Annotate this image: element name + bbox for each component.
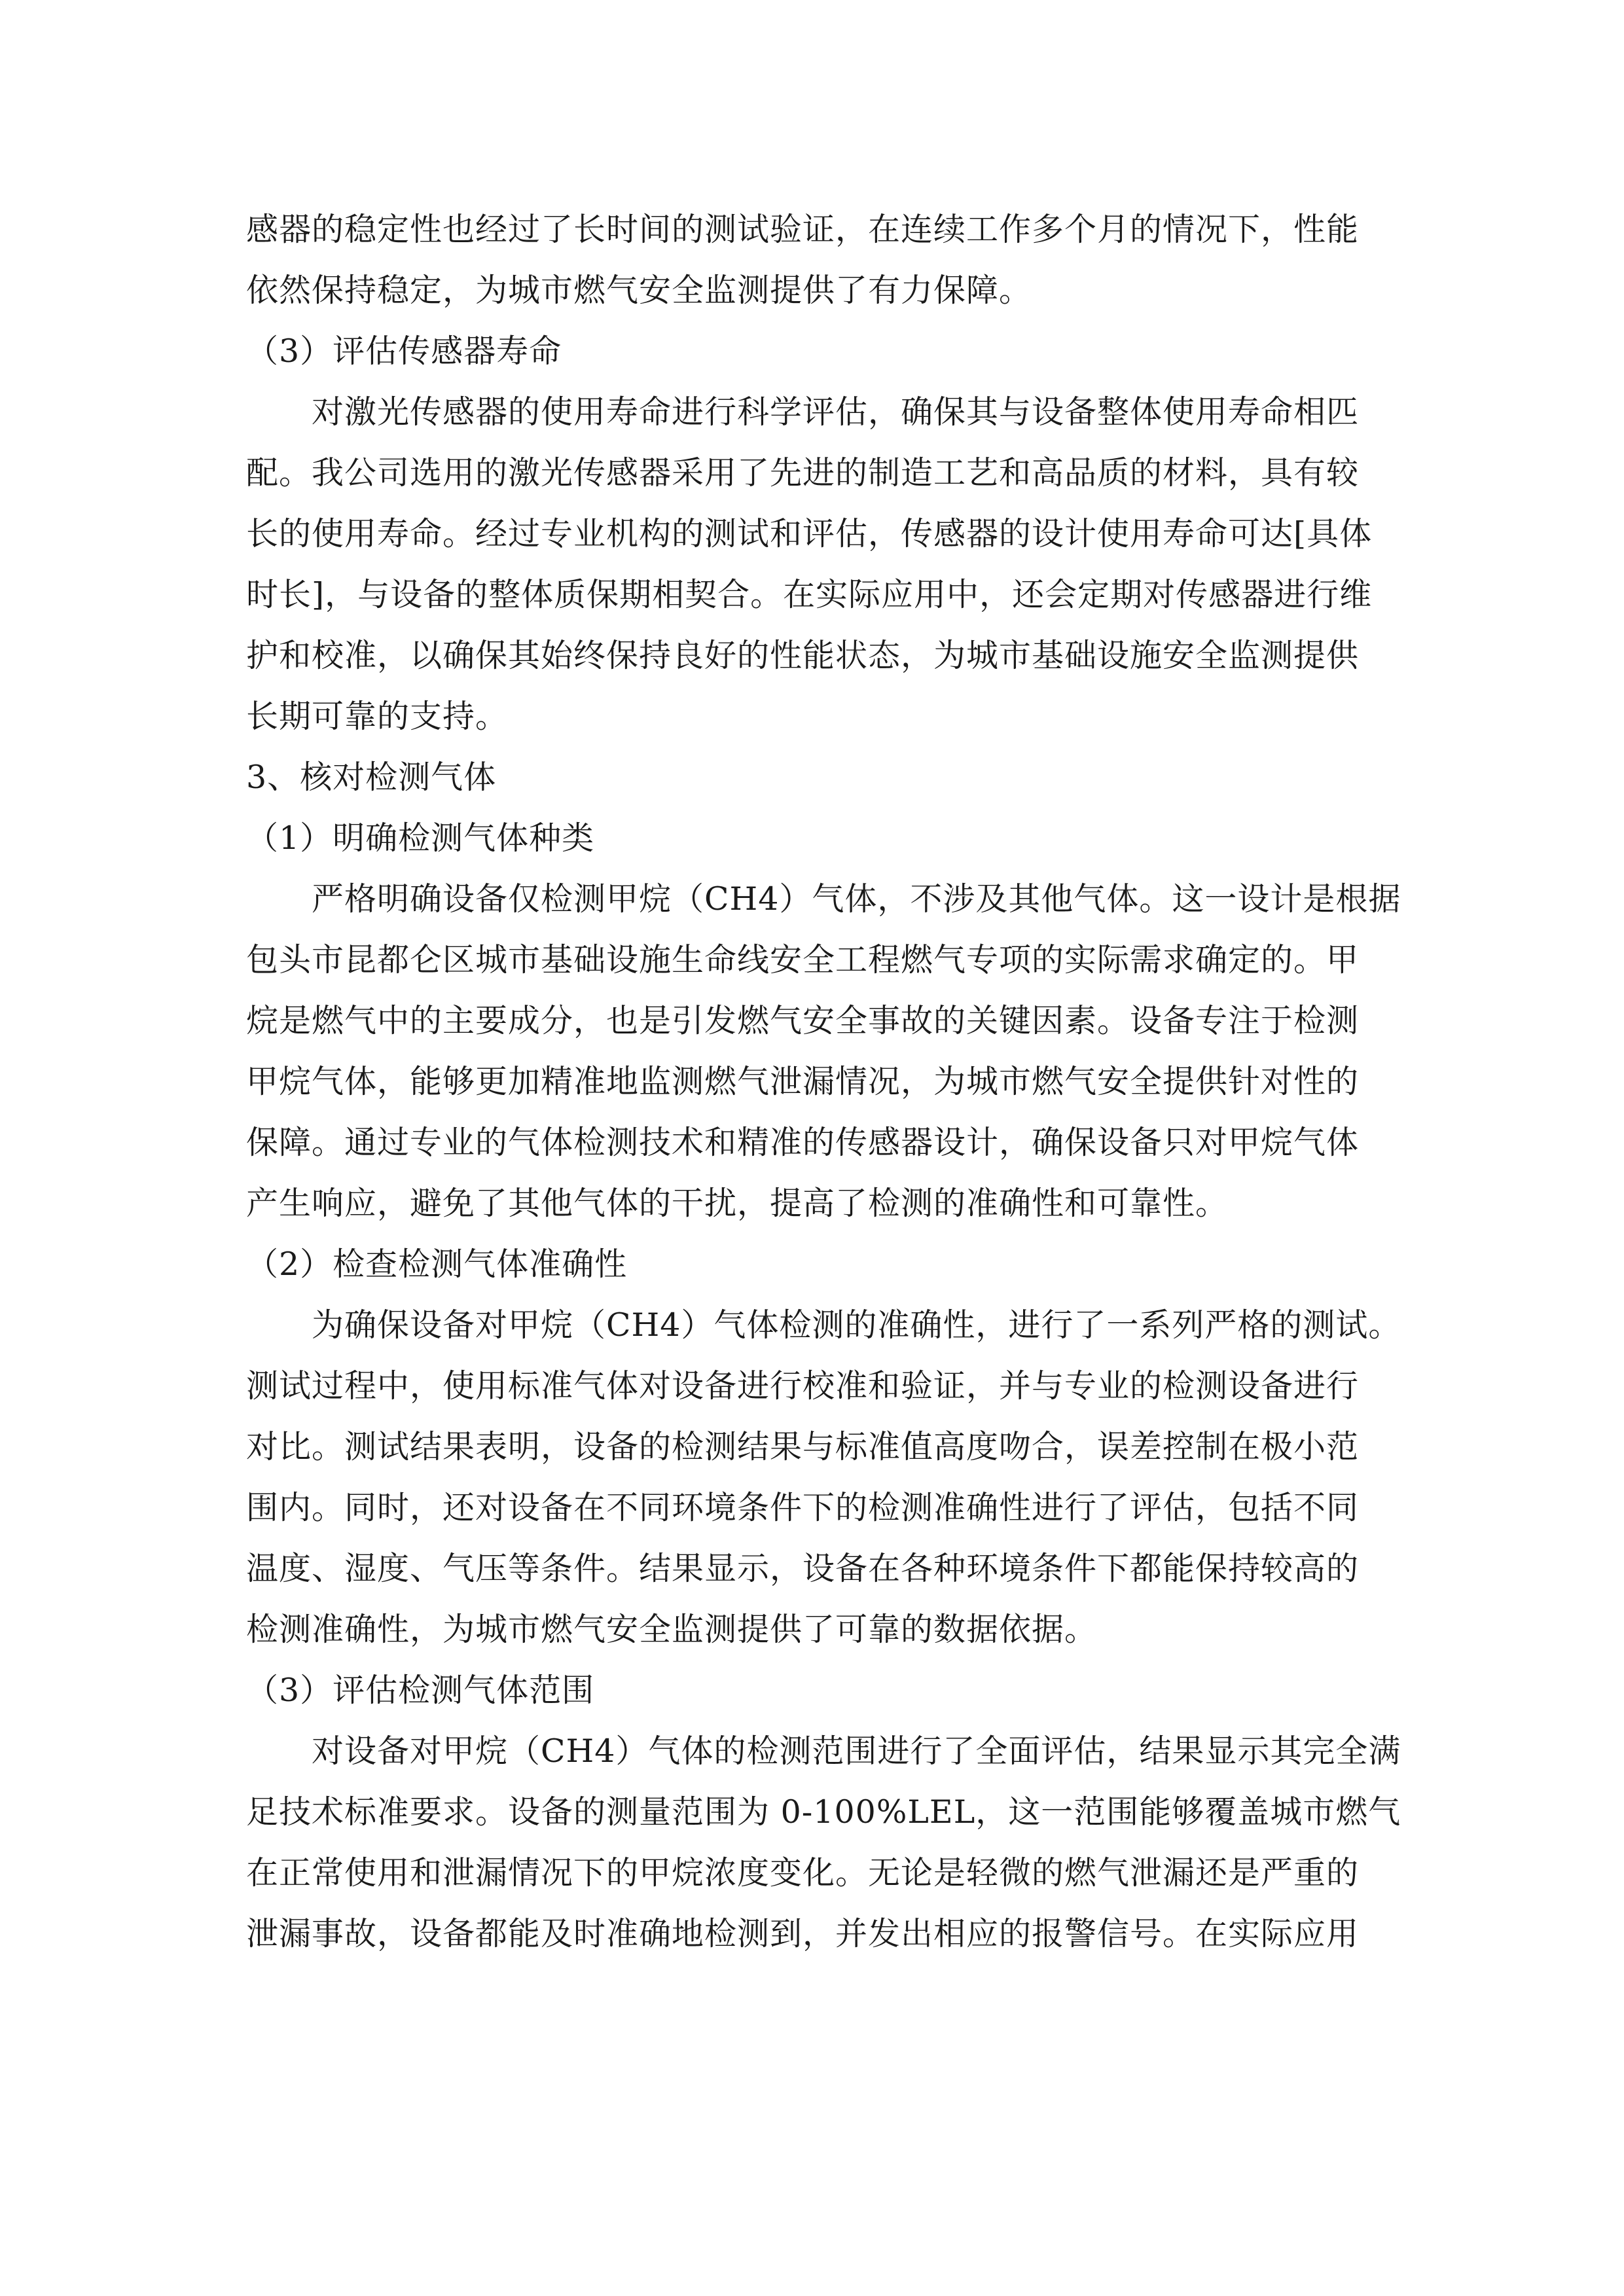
text-line: 测试过程中，使用标准气体对设备进行校准和验证，并与专业的检测设备进行 xyxy=(246,1367,1360,1405)
text-line: 温度、湿度、气压等条件。结果显示，设备在各种环境条件下都能保持较高的 xyxy=(246,1550,1360,1587)
text-line: 3、核对检测气体 xyxy=(246,759,497,796)
paragraph-first-line: 严格明确设备仅检测甲烷（CH4）气体，不涉及其他气体。这一设计是根据 xyxy=(312,880,1401,918)
text-line: 长期可靠的支持。 xyxy=(246,698,509,735)
text-line: 产生响应，避免了其他气体的干扰，提高了检测的准确性和可靠性。 xyxy=(246,1185,1229,1222)
text-line: 感器的稳定性也经过了长时间的测试验证，在连续工作多个月的情况下，性能 xyxy=(246,211,1360,248)
text-line: 足技术标准要求。设备的测量范围为 0-100%LEL，这一范围能够覆盖城市燃气 xyxy=(246,1793,1401,1831)
document-body xyxy=(246,199,1401,1964)
text-line: 对比。测试结果表明，设备的检测结果与标准值高度吻合，误差控制在极小范 xyxy=(246,1428,1360,1465)
text-line: 甲烷气体，能够更加精准地监测燃气泄漏情况，为城市燃气安全提供针对性的 xyxy=(246,1063,1360,1100)
text-line: 保障。通过专业的气体检测技术和精准的传感器设计，确保设备只对甲烷气体 xyxy=(246,1124,1360,1161)
paragraph-first-line: 对激光传感器的使用寿命进行科学评估，确保其与设备整体使用寿命相匹 xyxy=(312,393,1360,431)
text-line: 烷是燃气中的主要成分，也是引发燃气安全事故的关键因素。设备专注于检测 xyxy=(246,1002,1360,1039)
text-line: 配。我公司选用的激光传感器采用了先进的制造工艺和高品质的材料，具有较 xyxy=(246,454,1360,492)
text-line: 在正常使用和泄漏情况下的甲烷浓度变化。无论是轻微的燃气泄漏还是严重的 xyxy=(246,1854,1360,1892)
text-line: 围内。同时，还对设备在不同环境条件下的检测准确性进行了评估，包括不同 xyxy=(246,1489,1360,1526)
text-line: 护和校准，以确保其始终保持良好的性能状态，为城市基础设施安全监测提供 xyxy=(246,637,1360,674)
text-line: 检测准确性，为城市燃气安全监测提供了可靠的数据依据。 xyxy=(246,1611,1098,1648)
text-line: 泄漏事故，设备都能及时准确地检测到，并发出相应的报警信号。在实际应用 xyxy=(246,1915,1360,1952)
paragraph-first-line: 为确保设备对甲烷（CH4）气体检测的准确性，进行了一系列严格的测试。 xyxy=(312,1306,1401,1344)
text-line: 包头市昆都仑区城市基础设施生命线安全工程燃气专项的实际需求确定的。甲 xyxy=(246,941,1360,978)
text-line: （2）检查检测气体准确性 xyxy=(246,1246,628,1283)
paragraph-first-line: 对设备对甲烷（CH4）气体的检测范围进行了全面评估，结果显示其完全满 xyxy=(312,1732,1401,1770)
text-line: （1）明确检测气体种类 xyxy=(246,819,595,857)
text-line: 依然保持稳定，为城市燃气安全监测提供了有力保障。 xyxy=(246,272,1032,309)
text-line: （3）评估检测气体范围 xyxy=(246,1672,595,1709)
text-line: 长的使用寿命。经过专业机构的测试和评估，传感器的设计使用寿命可达[具体 xyxy=(246,515,1373,552)
text-line: （3）评估传感器寿命 xyxy=(246,332,562,370)
text-line: 时长]，与设备的整体质保期相契合。在实际应用中，还会定期对传感器进行维 xyxy=(246,576,1373,613)
